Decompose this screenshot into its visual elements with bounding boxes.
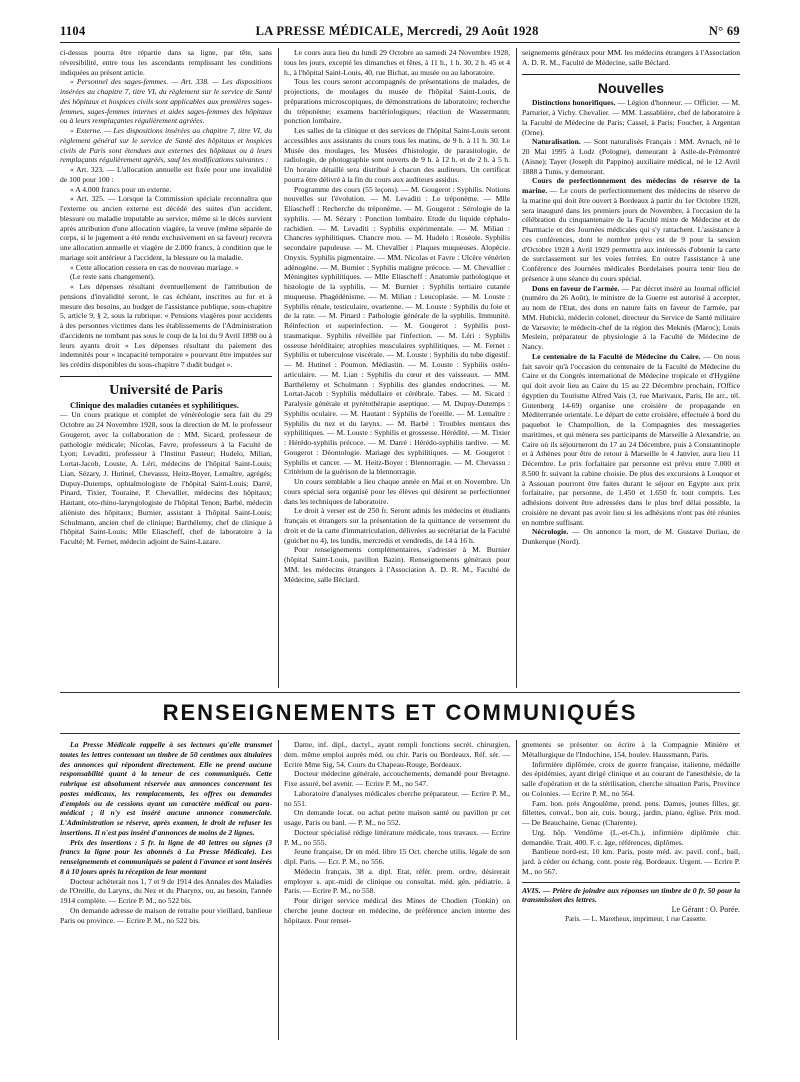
- news-item: [522, 98, 740, 137]
- avis-text: AVIS. — Prière de joindre aux réponses un timbre de 0 fr. 50 pour la transmission des lettres.: [522, 885, 740, 905]
- column-divider: [278, 48, 279, 688]
- paragraph: Programme des cours (55 leçons). — M. Gougerot : Syphilis. Notions nouvelles sur l'évolution. — M. Levaditi : Le tréponème. — Mlle Eliascheff : Recherche du tréponème. — M. Gougerot : Sérologie de la syphilis. — M. Sézary : Ponction lombaire. Etude du liquide céphalo-rachidien. — M. Levaditi : Syphilis expérimentale. — M. Milian : Chancres syphilitiques. Chancre mou. — M. Hudelo : Roséole. Syphilis secondaire papuleuse. — M. Chevallier : Plaques muqueuses. Alopécie. Onyxis. Syphilis pigmentaire. — MM. Nicolas et Favre : Ulcère vénérien adénogène. — M. Burnier : Syphilis maligne précoce. — M. Chevallier : Méningites syphilitiques. — Mlle Eliascheff : Anatomie pathologique et histologie de la syphilis. — M. Burnier : Syphilis tertiaire cutanée muqueuse. Phagédénisme. — M. Milian : Leucoplasie. — M. Louste : Syphilis rénale, testiculaire, ovarienne. — M. Louste : Syphilis du foie et de la rate. — M. Pinard : Pathologie générale de la syphilis. Immunité. Réinfection et superinfection. — M. Gougerot : Syphilis post-traumatique. Syphilis réveillée par l'infection. — M. Léri : Syphilis osseuse héréditaire; atrophies musculaires syphilitiques. — M. Fernet : Syphilis et tuberculose viscérale. — M. Louste : Syphilis du tube digestif. — M. Hutinel : Poumon. Médiastin. — M. Louste : Syphilis ostéo-articulaire. — M. Lian : Syphilis du cœur et des vaisseaux. — MM. Barthélemy et Schulmann : Syphilis des glandes endocrines. — M. Lortat-Jacob : Syphilis médullaire et cérébrale. Tabes. — M. Sicard : Paralysie générale et pyrétothérapie aseptique. — M. Dupuy-Dutemps : Syphilis oculaire. — M. Hautant : Syphilis de l'oreille. — M. Lemaître : Syphilis du nez et du larynx. — M. Barbé : Troubles mentaux des syphilitiques. — M. Louste : Syphilis et grossesse. Hérédité. — M. Tixier : Hérédo-syphilis précoce. — M. Darré : Hérédo-syphilis tardive. — M. Gougerot : Déontologie. Mariage des syphilitiques. — M. Gougerot : Syphilis et cancer. — M. Heitz-Boyer : Blennorragie. — M. Chevassu : Critérium de la guérison de la blennorragie.: [284, 184, 510, 477]
- column-divider: [516, 740, 517, 1040]
- column-3: [522, 48, 740, 688]
- news-text: — On nous fait savoir qu'à l'occasion du centenaire de la Faculté de Médecine du Caire et du Congrès international de Médecine tropicale et d'Hygiène qui doit avoir lieu au Caire du 15 au 22 Décembre prochain, l'Office égyptien du Tourisme Alfred Vais (3, rue Marivaux, Paris, IIe arr., tél. Gutenberg 14-69) organise une croisière de propagande en Méditerranée orientale. Le départ de cette croisière, effectuée à bord du paquebot le Champollion, de la Compagnies des messageries maritimes, et qui mènera ses participants de Marseille à Alexandrie, au Caire où ils séjourneront du 17 au 24 Décembre, puis à Constantinople et à Athènes pour être de retour à Marseille le 4 Janvier, aura lieu 11 Décembre. Le prix forfaitaire par personne est prévu entre 7.000 et 8.500 fr. suivant la cabine choisie. De plus des excursions à Louqsor et à Assouan pourront être faites durant le séjour en Egypte aux prix forfaitaire, par personne, de 1.450 et 1.650 fr. tout compris. Les adhésions doivent être adressées dans le plus bref délai possible, la croisière ne devant pas avoir lieu si les adhésions n'ont pas été réunies en nombre suffisant.: [522, 351, 740, 527]
- paragraph: Le cours aura lieu du lundi 29 Octobre au samedi 24 Novembre 1928, tous les jours, excepté les dimanches et fêtes, à 11 h., 1 h. 30, 2 h. 45 et 4 h., à l'hôpital Saint-Louis, 40, rue Bichat, au musée ou au laboratoire.: [284, 48, 510, 77]
- paragraph: « Personnel des sages-femmes. — Art. 338. — Les dispositions insérées au chapitre 7, titre VI, du règlement sur le service de Santé des hôpitaux et hospices civils sont applicables aux premières sages-femmes, sages-femmes internes et aides sages-femmes des hôpitaux ou à leurs remplaçantes régulièrement agréées.: [60, 77, 272, 126]
- classified-ad: Fam. hon. prés Angoulême, prend. pens. Dames, jeunes filles, gr. fillettes, conval., bon air, cuis. bourg., jardin, piano, église. Prix mod. — De Beauchaine, Genac (Charente).: [522, 798, 740, 827]
- avis-notice: [522, 882, 740, 906]
- news-heading: Dons en faveur de l'armée.: [532, 283, 620, 293]
- classified-ad: Jeune française, Dr en méd. libre 15 Oct. cherche utilis. légale de son dipl. Paris. — Ecr. P. M., no 556.: [284, 847, 510, 866]
- column-1: [60, 48, 272, 688]
- nouvelles-title: Nouvelles: [597, 79, 665, 96]
- classifieds-prices: Prix des insertions : 5 fr. la ligne de 40 lettres ou signes (3 francs la ligne pour les abonnés à La Presse Médicale). Les renseignements et communiqués se paient à l'avance et sont insérés 8 à 10 jours après la réception de leur montant: [60, 837, 272, 876]
- issue-number: N° 69: [708, 23, 740, 38]
- classified-ad: Docteur médecine générale, accouchements, demandé pour Bretagne. Fixe assuré, bel avenir. — Ecrire P. M., no 547.: [284, 769, 510, 788]
- university-section: [60, 376, 272, 547]
- classified-ad: Docteur spécialisé rédige littérature médicale, tous travaux. — Ecrire P. M., no 555.: [284, 827, 510, 847]
- news-heading: Naturalisation.: [532, 137, 581, 147]
- column-divider: [516, 48, 517, 688]
- classified-ad: Dame, inf. dipl., dactyl., ayant rempli fonctions secrét. chirurgien, dem. même emploi auprès méd. ou chir. Paris ou Bordeaux. Réf. sér. — Ecrire Mme Sig, 54, Cours du Chapeau-Rouge, Bordeaux.: [284, 740, 510, 769]
- classified-ad: Pour diriger service médical des Mines de Chodien (Tonkin) on cherche jeune docteur en médecine, de préférence ancien interne des hôpitaux. Pour rensei-: [284, 896, 510, 925]
- section-divider: [60, 692, 740, 693]
- news-item: [522, 527, 740, 547]
- news-item: [522, 284, 740, 352]
- column-2: [284, 48, 510, 688]
- paragraph: « Cette allocation cessera en cas de nouveau mariage. »: [70, 262, 239, 272]
- nouvelles-section: [522, 74, 740, 547]
- news-item: [522, 137, 740, 176]
- classified-ad: Laboratoire d'analyses médicales cherche préparateur. — Ecrire P. M., no 551.: [284, 788, 510, 808]
- classified-ad: Docteur achèterait nos 1, 7 et 9 de 1914 des Annales des Maladies de l'Oreille, du Larynx, du Nez et du Pharynx, ou, au besoin, l'année 1914 complète. — Ecrire P. M., no 522 bis.: [60, 876, 272, 905]
- classified-ad: Banlieue nord-est, 10 km. Paris, poste méd. av. pavil. conf., bail, jard. à céder ou échang. cont. poste rég. Bordeaux. Urgent. — Ecrire P. M., no 567.: [522, 847, 740, 876]
- paragraph: Tous les cours seront accompagnés de présentations de malades, de projections, de moulages du musée de l'hôpital Saint-Louis, de préparations microscopiques, de démonstrations de laboratoire; recherche du tréponème; examens bactériologiques; réaction de Wassermann; ponction lombaire.: [284, 77, 510, 126]
- news-text: — Sont naturalisés Français : MM. Avnach, né le 20 Mai 1995 à Lodz (Pologne), demeurant à Asile-de-Prémontré (Aisne); Tayer (Joseph dit Pappino) auxiliaire médical, né le 12 Avril 1888 à Tunis, y demeurant.: [522, 137, 740, 176]
- news-item: [522, 176, 740, 283]
- news-text: — On annonce la mort, de M. Gustave Duriau, de Dunkerque (Nord).: [522, 527, 740, 546]
- section-divider: [60, 733, 740, 734]
- paragraph: seignements généraux pour MM. les médecins étrangers à l'Association A. D. R. M., Faculté de Médecine, salle Béclard.: [522, 48, 740, 67]
- paragraph: — Un cours pratique et complet de vénéréologie sera fait du 29 Octobre au 24 Novembre 1928, sous la direction de M. le professeur Gougerot, avec la collaboration de : MM. Sicard, professeur de pathologie médicale; Nicolas, Favre, professeurs à la Faculté de Lyon; Levaditi, professeur à l'Institut Pasteur; Hudelo, Milian, Lortat-Jacob, Louste, A. Léri, médecins de l'hôpital Saint-Louis; Lian, Sézary, J. Hutinel, Chevassu, Heitz-Boyer, Lemaître, agrégés; Dupuy-Dutemps, ophtalmologiste de l'hôpital Saint-Louis; Darré, Pinard, Tixier, Touraine, P. Chevallier, médecins des hôpitaux; Hautant, oto-rhino-laryngologiste de l'hôpital Tenon; Barbé, médecin aliéniste des hôpitaux; Burnier, assistant à l'hôpital Saint-Louis; Schulmann, ancien chef de clinique; Barthélemy, chef de clinique à l'hôpital Saint-Louis; Mlle Eliascheff, chef de laboratoire à la Faculté; M. Fernet, médecin adjoint de Saint-Lazare.: [60, 410, 272, 546]
- paragraph: ci-dessus pourra être répartie dans sa ligne, par tête, sans réversibilité, entre tous les ascendants remplissant les conditions indiquées au présent article.: [60, 48, 272, 77]
- news-heading: Le centenaire de la Faculté de Médecine du Caire.: [532, 351, 701, 361]
- communiques-banner: RENSEIGNEMENTS ET COMMUNIQUÉS: [162, 700, 638, 725]
- journal-title: LA PRESSE MÉDICALE, Mercredi, 29 Août 1928: [255, 23, 539, 38]
- paragraph: « A 4.000 francs pour un externe.: [70, 184, 172, 194]
- gerant-signature: Le Gérant : O. Porée.: [671, 905, 740, 914]
- news-text: — Le cours de perfectionnement des médecins de réserve de la marine qui doit être ouvert à Bordeaux à partir du 1er Octobre 1928, sera inauguré dans les premiers jours de Novembre, à l'occasion de la célébration du cinquantenaire de la Faculté mixte de Médecine et de Pharmacie et des Journées médicales qui s'y rattachent. L'assistance à ces conférences, dont le nombre prévu est de 9 pour la session d'Octobre 1928 à Avril 1929 permettra aux intéressés d'obtenir la carte de surclassement sur les voies ferrées. En outre l'assistance à une Conférence des Journées médicales Bordelaises pourra tenir lieu de présence à une séance du cours spécial.: [522, 186, 740, 283]
- classified-ad: On demande locat. ou achat petite maison santé ou pavillon pr cet usage, Paris ou banl. — P. M., no 552.: [284, 808, 510, 827]
- classifieds-column-2: [284, 740, 510, 1040]
- classified-ad: Infirmière diplômée, croix de guerre française, italienne, médaille des épidémies, ayant dirigé clinique et au courant de l'anesthésie, de la salle d'opération et de la stérilisation, cherche situation Paris, Province ou Colonies. — Ecrire P. M., no 564.: [522, 759, 740, 798]
- news-text: — Par décret inséré au Journal officiel (numéro du 26 Août), le ministre de la Guerre est autorisé à accepter, au nom de l'Etat, des dons en nature faits en faveur de l'armée, par MM. Hubicki, médecin colonel, directeur du Service de Santé militaire de Varsovie; le médecin-chef de la région des Meknès (Maroc); Louis Meslein, préparateur de physiologie à la Faculté de Médecine de Nancy.: [522, 283, 740, 351]
- paragraph: « Art. 323. — L'allocation annuelle est fixée pour une invalidité de 100 pour 100 :: [60, 165, 272, 184]
- classified-ad: Médecin français, 38 a. dipl. Etat, référ. prem. ordre, désirerait employer s. apr.-midi de clinique ou consultat. méd. gén. pédiatrie, à Paris. — Ecrire P. M., no 558.: [284, 866, 510, 896]
- news-item: [522, 352, 740, 528]
- university-subhead: Clinique des maladies cutanées et syphilitiques.: [70, 400, 239, 410]
- classified-ad: gnements se présenter ou écrire à la Compagnie Minière et Métallurgique de l'Indochine, 154, boulev. Haussmann, Paris.: [522, 740, 740, 759]
- paragraph: « Art. 325. — Lorsque la Commission spéciale reconnaîtra que l'externe ou ancien externe est décédé des suites d'un accident, blessure ou maladie imputable au service, même si le décès survient après attribution d'une allocation viagère, la veuve (même séparée de corps, si le jugement a été rendu exclusivement en sa faveur) recevra une allocation annuelle et viagère de 2.000 francs, à condition que le mariage soit antérieur à l'accident, la blessure ou la maladie.: [60, 194, 272, 262]
- paragraph: Le droit à verser est de 250 fr. Seront admis les médecins et étudiants français et étrangers sur la présentation de la quittance de versement du droit et de la carte d'immatriculation, délivrées au secrétariat de la Faculté (guichet no 4), les lundis, mercredis et vendredis, de 14 à 16 h.: [284, 506, 510, 545]
- paragraph: « Les dépenses résultant éventuellement de l'attribution de pensions d'invalidité seront, le cas échéant, inscrites au fur et à mesure des besoins, au budget de l'assistance publique, sous-chapitre 5, article 9, § 2, sous la rubrique. « Pensions viagères pour accidents à des personnes victimes dans les établissements de l'Administration d'accidents ne tombant pas sous le coup de la loi du 9 Avril 1898 ou à leurs ayants droit » Les dépenses résultant du paiement des indemnités pour « incapacité temporaire » pourvant être imputées sur les crédits disponibles du sous-chapitre 7 dudit budget ».: [60, 282, 272, 369]
- printer-line: Paris. — L. Maretheux, imprimeur, 1 rue Cassette.: [565, 914, 707, 923]
- page-header: [60, 20, 740, 43]
- classifieds-column-3: [522, 740, 740, 1040]
- news-heading: Distinctions honorifiques.: [532, 98, 616, 108]
- column-divider: [278, 740, 279, 1040]
- university-title: Université de Paris: [109, 382, 223, 398]
- classified-ad: Urg. hôp. Vendôme (L.-et-Ch.), infirmière diplômée chir. demandée. Trait. 400. F. c. âge, références, diplômes.: [522, 827, 740, 847]
- news-text: — Légion d'honneur. — Officier. — M. Parturier, à Vichy. Chevalier. — MM. Lassablière, chef de laboratoire à la Faculté de Médecine de Paris; Cassel, à Paris; Foucher, à Argentan (Orne).: [522, 98, 740, 137]
- paragraph: Pour renseignements complémentaires, s'adresser à M. Burnier (hôpital Saint-Louis, pavillon Bazin). Renseignements généraux pour MM. les médecins étrangers à l'Association A. D. R. M., Faculté de Médecine, salle Béclard.: [284, 545, 510, 584]
- paragraph: « Externe. — Les dispositions insérées au chapitre 7, titre VI, du règlement général sur le service de Santé des hôpitaux et hospices civils de Paris sont étendues aux externes des hôpitaux ou à leurs remplaçants régulièrement agréés, sauf les modifications suivantes :: [60, 126, 272, 165]
- news-heading: Nécrologie.: [532, 527, 569, 537]
- classifieds-intro: La Presse Médicale rappelle à ses lecteurs qu'elle transmet toutes les lettres contenant un timbre de 50 centimes aux titulaires des annonces qui répondent directement. Elle ne prend aucune responsabilité quant à la teneur de ces communiqués. Cette rubrique est absolument réservée aux annonces concernant les postes médicaux, les remplacements, les offres ou demandes d'emplois ou de cessions ayant un caractère médical ou para-médical ; il n'y est inséré aucune annonce commerciale. L'Administration se réserve, après examen, le droit de refuser les insertions. Il n'est pas inséré d'annonces de moins de 2 lignes.: [60, 740, 272, 837]
- classified-ad: On demande adresse de maison de retraite pour vieillard, banlieue Paris ou province. — Ecrire P. M., no 522 bis.: [60, 905, 272, 925]
- page-number: 1104: [60, 23, 86, 38]
- paragraph: (Le reste sans changement).: [70, 272, 155, 282]
- paragraph: Les salles de la clinique et des services de l'hôpital Saint-Louis seront accessibles aux assistants du cours tous les matins, de 9 h. à 11 h. 30. Le Musée des moulages, les Musées d'histologie, de parasitologie, de radiologie, de photographie sont ouverts de 9 h. à 12 h. et de 2 h. à 5 h. Un horaire détaillé sera distribué à chacun des auditeurs. Un certificat pourra être délivré à la fin du cours aux auditeurs assidus.: [284, 126, 510, 184]
- paragraph: Un cours semblable a lieu chaque année en Mai et en Novembre. Un cours spécial sera organisé pour les élèves qui désirent se perfectionner dans les techniques de laboratoire.: [284, 477, 510, 506]
- news-heading: Cours de perfectionnement des médecins de réserve de la marine.: [522, 176, 740, 195]
- classifieds-column-1: [60, 740, 272, 1040]
